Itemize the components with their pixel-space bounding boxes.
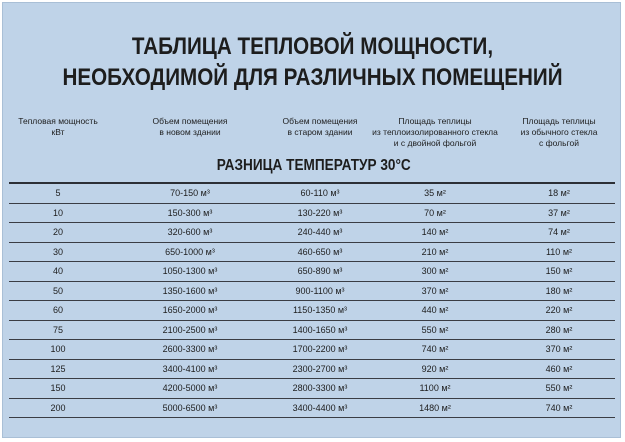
table-cell: 1050-1300 м³ bbox=[162, 266, 218, 276]
table-cell: 2800-3300 м³ bbox=[292, 383, 348, 393]
column-header-line: кВт bbox=[51, 127, 65, 137]
title-line-1: ТАБЛИЦА ТЕПЛОВОЙ МОЩНОСТИ, bbox=[131, 33, 494, 60]
table-row bbox=[9, 340, 615, 360]
table-cell: 920 м² bbox=[421, 363, 449, 374]
table-cell: 125 bbox=[50, 363, 66, 374]
table-cell: 440 м² bbox=[421, 305, 449, 315]
table-cell: 74 м² bbox=[548, 227, 570, 237]
table-cell: 300 м² bbox=[421, 266, 449, 276]
table-cell: 1150-1350 м³ bbox=[292, 305, 348, 315]
table-cell: 37 м² bbox=[548, 207, 570, 218]
table-cell: 280 м² bbox=[545, 324, 573, 335]
table-cell: 2600-3300 м³ bbox=[162, 344, 218, 354]
table-cell: 320-600 м³ bbox=[167, 227, 213, 237]
column-header-line: из теплоизолированного стекла bbox=[372, 127, 498, 137]
table-cell: 18 м² bbox=[548, 188, 570, 198]
column-header-line: с фольгой bbox=[539, 138, 579, 148]
table-cell: 140 м² bbox=[421, 227, 449, 237]
temperature-difference-subtitle: РАЗНИЦА ТЕМПЕРАТУР 30°С bbox=[216, 157, 411, 174]
table-cell: 75 bbox=[52, 324, 63, 335]
table-cell: 220 м² bbox=[545, 305, 573, 315]
table-cell: 150-300 м³ bbox=[167, 207, 213, 218]
table-cell: 210 м² bbox=[421, 246, 449, 257]
table-cell: 1350-1600 м³ bbox=[162, 285, 218, 296]
table-cell: 4200-5000 м³ bbox=[162, 383, 218, 393]
table-row bbox=[9, 321, 615, 341]
table-cell: 460-650 м³ bbox=[297, 246, 343, 257]
table-cell: 550 м² bbox=[545, 383, 573, 393]
table-cell: 370 м² bbox=[421, 285, 449, 296]
table-row bbox=[9, 262, 615, 282]
table-cell: 1650-2000 м³ bbox=[162, 305, 218, 315]
table-cell: 70-150 м³ bbox=[170, 188, 210, 198]
table-cell: 900-1100 м³ bbox=[295, 285, 345, 296]
table-cell: 50 bbox=[52, 285, 63, 296]
table-cell: 180 м² bbox=[545, 285, 573, 296]
table-cell: 460 м² bbox=[545, 363, 573, 374]
table-cell: 1480 м² bbox=[419, 402, 451, 413]
table-row bbox=[9, 243, 615, 263]
table-cell: 200 bbox=[50, 402, 66, 413]
column-header-line: Объем помещения bbox=[152, 116, 228, 126]
table-cell: 20 bbox=[52, 227, 63, 237]
column-header-line: из обычного стекла bbox=[520, 127, 598, 137]
column-header-line: в новом здании bbox=[159, 127, 221, 137]
table-cell: 2300-2700 м³ bbox=[292, 363, 348, 374]
table-cell: 740 м² bbox=[545, 402, 573, 413]
table-cell: 550 м² bbox=[421, 324, 449, 335]
table-row bbox=[9, 204, 615, 224]
table-cell: 5000-6500 м³ bbox=[162, 402, 218, 413]
table-cell: 1400-1650 м³ bbox=[292, 324, 348, 335]
data-table bbox=[9, 182, 615, 418]
table-cell: 3400-4100 м³ bbox=[162, 363, 218, 374]
column-header-line: Объем помещения bbox=[282, 116, 358, 126]
table-cell: 240-440 м³ bbox=[297, 227, 343, 237]
table-cell: 370 м² bbox=[545, 344, 573, 354]
table-cell: 1700-2200 м³ bbox=[292, 344, 348, 354]
table-row bbox=[9, 379, 615, 399]
table-row bbox=[9, 360, 615, 380]
table-row bbox=[9, 184, 615, 204]
column-header-line: Площадь теплицы bbox=[398, 116, 472, 126]
table-cell: 100 bbox=[50, 344, 66, 354]
table-cell: 110 м² bbox=[545, 246, 573, 257]
table-cell: 40 bbox=[52, 266, 63, 276]
table-cell: 2100-2500 м³ bbox=[162, 324, 218, 335]
table-row bbox=[9, 301, 615, 321]
table-cell: 130-220 м³ bbox=[297, 207, 343, 218]
table-cell: 35 м² bbox=[424, 188, 446, 198]
table-cell: 650-890 м³ bbox=[297, 266, 343, 276]
row-divider bbox=[9, 417, 615, 418]
table-row bbox=[9, 282, 615, 302]
column-header-line: Площадь теплицы bbox=[522, 116, 596, 126]
table-cell: 60 bbox=[52, 305, 63, 315]
table-cell: 60-110 м³ bbox=[300, 188, 340, 198]
column-header-line: Тепловая мощность bbox=[18, 116, 98, 126]
table-cell: 150 bbox=[50, 383, 66, 393]
table-cell: 30 bbox=[52, 246, 63, 257]
table-cell: 10 bbox=[52, 207, 63, 218]
title-line-2: НЕОБХОДИМОЙ ДЛЯ РАЗЛИЧНЫХ ПОМЕЩЕНИЙ bbox=[62, 64, 563, 91]
table-row bbox=[9, 399, 615, 419]
column-header-line: и с двойной фольгой bbox=[393, 138, 477, 148]
heat-power-table-panel bbox=[2, 2, 621, 438]
table-cell: 1100 м² bbox=[419, 383, 451, 393]
table-cell: 740 м² bbox=[421, 344, 449, 354]
column-header-line: в старом здании bbox=[287, 127, 353, 137]
column-header-power bbox=[9, 116, 107, 138]
table-cell: 650-1000 м³ bbox=[165, 246, 215, 257]
table-row bbox=[9, 223, 615, 243]
table-cell: 70 м² bbox=[424, 207, 446, 218]
column-header-ordinary-greenhouse bbox=[469, 116, 625, 149]
table-cell: 5 bbox=[55, 188, 61, 198]
table-cell: 3400-4400 м³ bbox=[292, 402, 348, 413]
table-cell: 150 м² bbox=[545, 266, 573, 276]
